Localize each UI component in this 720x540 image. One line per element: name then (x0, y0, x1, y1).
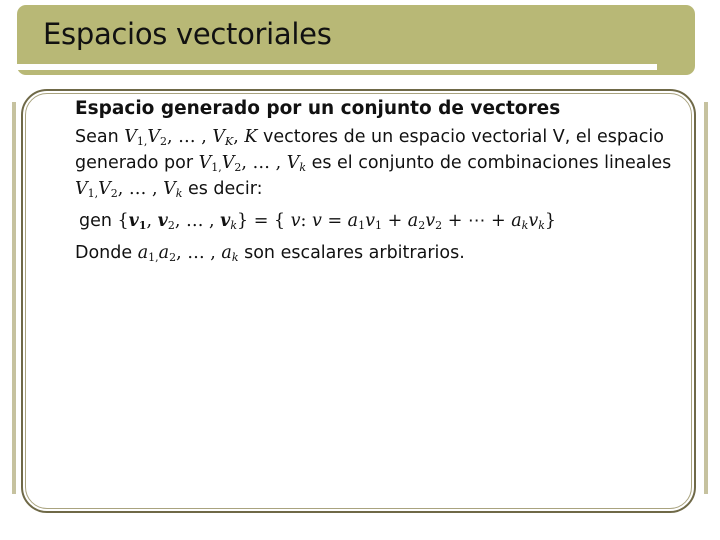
text-es-decir: es decir: (182, 179, 263, 199)
math-v: V (198, 153, 212, 173)
section-heading: Espacio generado por un conjunto de vectores (75, 98, 561, 119)
math-sub: 2 (167, 219, 175, 232)
math-v: V (75, 179, 88, 199)
math-v: V (286, 153, 300, 173)
math-v: V (221, 153, 235, 173)
math-ellipsis: , … , (241, 153, 287, 173)
math-brace: } (236, 211, 249, 231)
slide-title: Espacios vectoriales (43, 17, 332, 51)
math-a: a (347, 211, 359, 231)
math-equals: = (321, 211, 348, 231)
math-sub: 2 (234, 161, 242, 174)
math-ellipsis: , … , (174, 211, 221, 231)
math-sub: K (225, 135, 234, 148)
text-vectores: vectores de un espacio vectorial V, el espacio (257, 127, 664, 147)
slide-body (75, 96, 685, 266)
math-sub: k (538, 219, 545, 232)
left-decorative-bar (12, 102, 16, 494)
math-sub: 1 (138, 219, 147, 232)
math-sub: k (231, 251, 239, 264)
math-sub: 1, (148, 251, 159, 264)
math-v-bold: v (157, 211, 168, 231)
math-a: a (137, 243, 149, 263)
math-a: a (158, 243, 170, 263)
math-sub: 2 (418, 219, 426, 232)
math-sub: k (299, 161, 307, 174)
donde-line (75, 240, 685, 266)
math-v-bold: v (220, 211, 231, 231)
math-a: a (407, 211, 419, 231)
math-ellipsis: , … , (176, 243, 222, 263)
right-decorative-bar (704, 102, 708, 494)
definition-line-2 (75, 150, 685, 176)
math-sub: 1 (358, 219, 366, 232)
math-sub: 2 (169, 251, 177, 264)
math-v: v (425, 211, 436, 231)
math-sub: 1 (375, 219, 382, 232)
math-comma: , (233, 127, 245, 147)
text-combinaciones: es el conjunto de combinaciones lineales (306, 153, 672, 173)
math-sub: 1, (136, 135, 148, 148)
text-generado: generado por (75, 153, 199, 173)
math-sub: 1, (211, 161, 222, 174)
definition-line-1 (75, 124, 685, 150)
math-brace: } (544, 211, 557, 231)
math-equals-brace: = { (248, 211, 291, 231)
math-v: v (290, 211, 301, 231)
math-sub: k (175, 187, 183, 200)
math-v: v (528, 211, 539, 231)
math-plus-dots: + ⋯ + (442, 211, 512, 231)
math-sub: k (230, 219, 237, 232)
text-gen: gen (79, 211, 118, 231)
math-colon: : (300, 211, 312, 231)
math-sub: 1, (87, 187, 99, 200)
title-underline (17, 64, 657, 70)
math-v: V (124, 127, 137, 147)
math-v: v (365, 211, 375, 231)
math-comma: , (146, 211, 158, 231)
math-v: V (163, 179, 176, 199)
math-ellipsis: , … , (117, 179, 164, 199)
math-sub: 2 (110, 187, 118, 200)
math-v: v (311, 211, 322, 231)
math-sub: 2 (160, 135, 168, 148)
math-a: a (511, 211, 522, 231)
math-plus: + (382, 211, 408, 231)
math-sub: 2 (435, 219, 443, 232)
math-v: V (212, 127, 226, 147)
span-formula (75, 208, 685, 234)
text-escalares: son escalares arbitrarios. (238, 243, 465, 263)
definition-line-3 (75, 176, 685, 202)
text-donde: Donde (75, 243, 138, 263)
math-ellipsis: , … , (167, 127, 213, 147)
math-v: V (98, 179, 111, 199)
math-brace: { (117, 211, 129, 231)
math-a: a (221, 243, 232, 263)
math-v-bold: v (128, 211, 139, 231)
math-sub: k (521, 219, 529, 232)
text-sean: Sean (75, 127, 125, 147)
math-v: V (147, 127, 161, 147)
math-k: K (244, 127, 258, 147)
